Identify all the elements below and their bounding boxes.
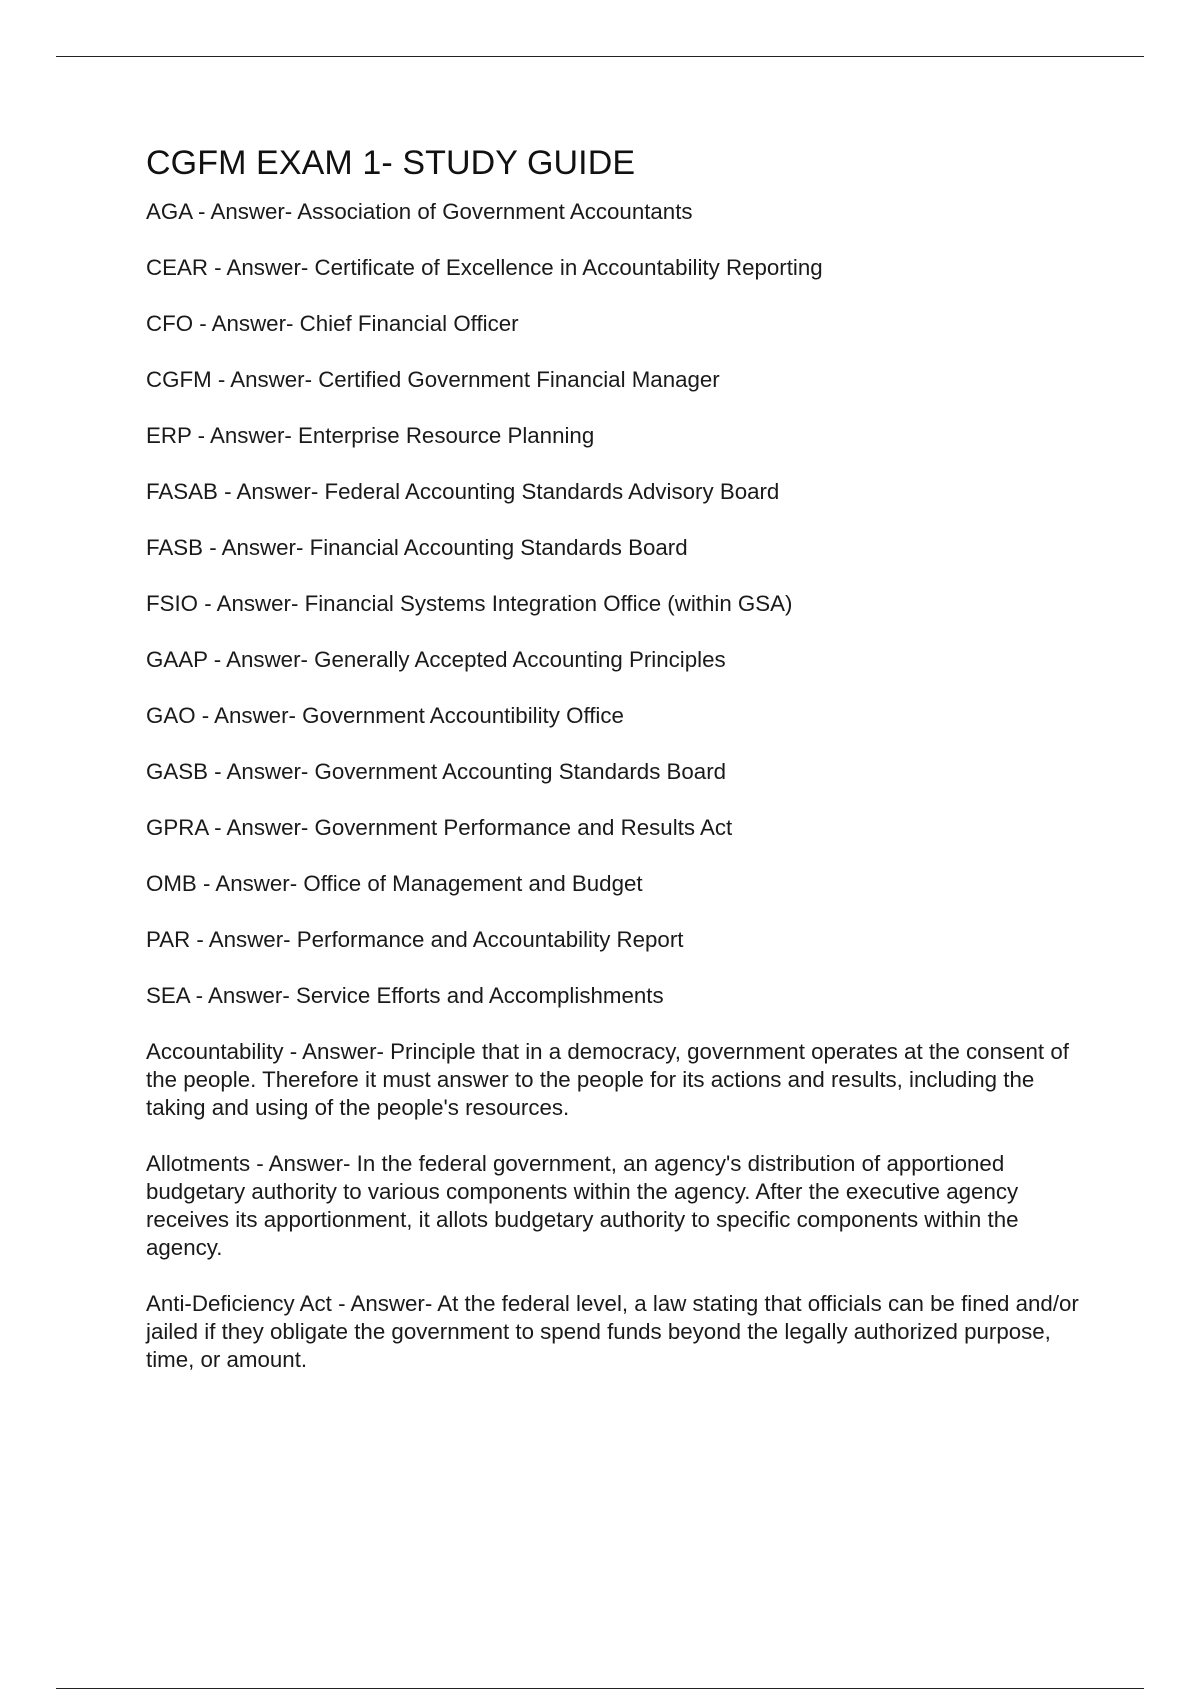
entry-separator: - Answer- (211, 367, 319, 392)
entry-term: OMB (146, 871, 197, 896)
entry-separator: - Answer- (203, 535, 310, 560)
entry-definition: Federal Accounting Standards Advisory Board (324, 479, 780, 504)
entry-term: CGFM (146, 367, 212, 392)
glossary-entry (146, 1150, 1096, 1262)
glossary-entry (146, 982, 1096, 1010)
entry-separator: - Answer- (207, 647, 315, 672)
entry-separator: - Answer- (195, 703, 303, 728)
glossary-entry (146, 926, 1096, 954)
entry-definition: Government Accountibility Office (302, 703, 624, 728)
entry-term: CEAR (146, 255, 208, 280)
footer-rule (56, 1688, 1144, 1689)
entry-definition: Generally Accepted Accounting Principles (314, 647, 726, 672)
entry-term: FASAB (146, 479, 218, 504)
entry-definition: Certificate of Excellence in Accountability Reporting (314, 255, 823, 280)
entry-separator: - Answer- (207, 815, 315, 840)
glossary-entry (146, 310, 1096, 338)
entry-definition: Office of Management and Budget (303, 871, 643, 896)
entry-definition: Financial Systems Integration Office (within GSA) (304, 591, 793, 616)
glossary-entry (146, 758, 1096, 786)
entry-separator: - Answer- (193, 311, 300, 336)
entry-definition: Chief Financial Officer (299, 311, 519, 336)
glossary-entry (146, 646, 1096, 674)
glossary-entry (146, 1038, 1096, 1122)
entry-definition: At the federal level, a law stating that officials can be fined and/or jailed if they obligate the government to spend funds beyond the legally authorized purpose, time, or amount. (146, 1291, 1079, 1372)
entry-separator: - Answer- (190, 927, 297, 952)
entry-definition: Government Performance and Results Act (314, 815, 733, 840)
entry-term: Anti-Deficiency Act (146, 1291, 332, 1316)
glossary-entry (146, 366, 1096, 394)
glossary-entry (146, 198, 1096, 226)
entry-definition: Association of Government Accountants (297, 199, 693, 224)
entry-term: GPRA (146, 815, 208, 840)
header-rule (56, 56, 1144, 57)
entry-separator: - Answer- (283, 1039, 391, 1064)
glossary-entry (146, 702, 1096, 730)
entry-definition: Government Accounting Standards Board (314, 759, 727, 784)
entry-separator: - Answer- (207, 759, 315, 784)
entry-term: Allotments (146, 1151, 251, 1176)
entry-definition: Principle that in a democracy, government operates at the consent of the people. Therefore it must answer to the people for its actions and results, including the taking and using of the people's resources. (146, 1039, 1069, 1120)
entry-definition: Enterprise Resource Planning (298, 423, 595, 448)
entry-separator: - Answer- (217, 479, 325, 504)
entry-separator: - Answer- (189, 983, 296, 1008)
document-body (146, 142, 1096, 1402)
entry-term: SEA (146, 983, 190, 1008)
glossary-entry (146, 814, 1096, 842)
entry-separator: - Answer- (191, 199, 298, 224)
entry-term: FASB (146, 535, 204, 560)
document-title: CGFM EXAM 1- STUDY GUIDE (146, 144, 636, 182)
entry-separator: - Answer- (331, 1291, 438, 1316)
glossary-entry (146, 422, 1096, 450)
entry-definition: Financial Accounting Standards Board (309, 535, 688, 560)
entry-term: GASB (146, 759, 208, 784)
entry-definition: In the federal government, an agency's distribution of apportioned budgetary authority to various components within the agency. After the executive agency receives its apportionment, it allots budgetary authority to specific components within the agency. (146, 1151, 1019, 1260)
glossary-entry (146, 590, 1096, 618)
entry-term: CFO (146, 311, 194, 336)
glossary-entry (146, 1290, 1096, 1374)
entry-separator: - Answer- (207, 255, 315, 280)
entry-term: AGA (146, 199, 192, 224)
entry-term: GAAP (146, 647, 208, 672)
entry-separator: - Answer- (196, 871, 304, 896)
glossary-entry (146, 254, 1096, 282)
entry-definition: Performance and Accountability Report (296, 927, 684, 952)
entry-separator: - Answer- (250, 1151, 357, 1176)
entry-term: GAO (146, 703, 196, 728)
entry-term: PAR (146, 927, 191, 952)
glossary-entry (146, 534, 1096, 562)
entry-term: FSIO (146, 591, 199, 616)
entry-separator: - Answer- (191, 423, 299, 448)
entry-definition: Service Efforts and Accomplishments (295, 983, 664, 1008)
glossary-entry (146, 870, 1096, 898)
glossary-entry (146, 478, 1096, 506)
entry-definition: Certified Government Financial Manager (318, 367, 720, 392)
entry-term: ERP (146, 423, 192, 448)
entry-term: Accountability (146, 1039, 284, 1064)
entry-separator: - Answer- (198, 591, 305, 616)
